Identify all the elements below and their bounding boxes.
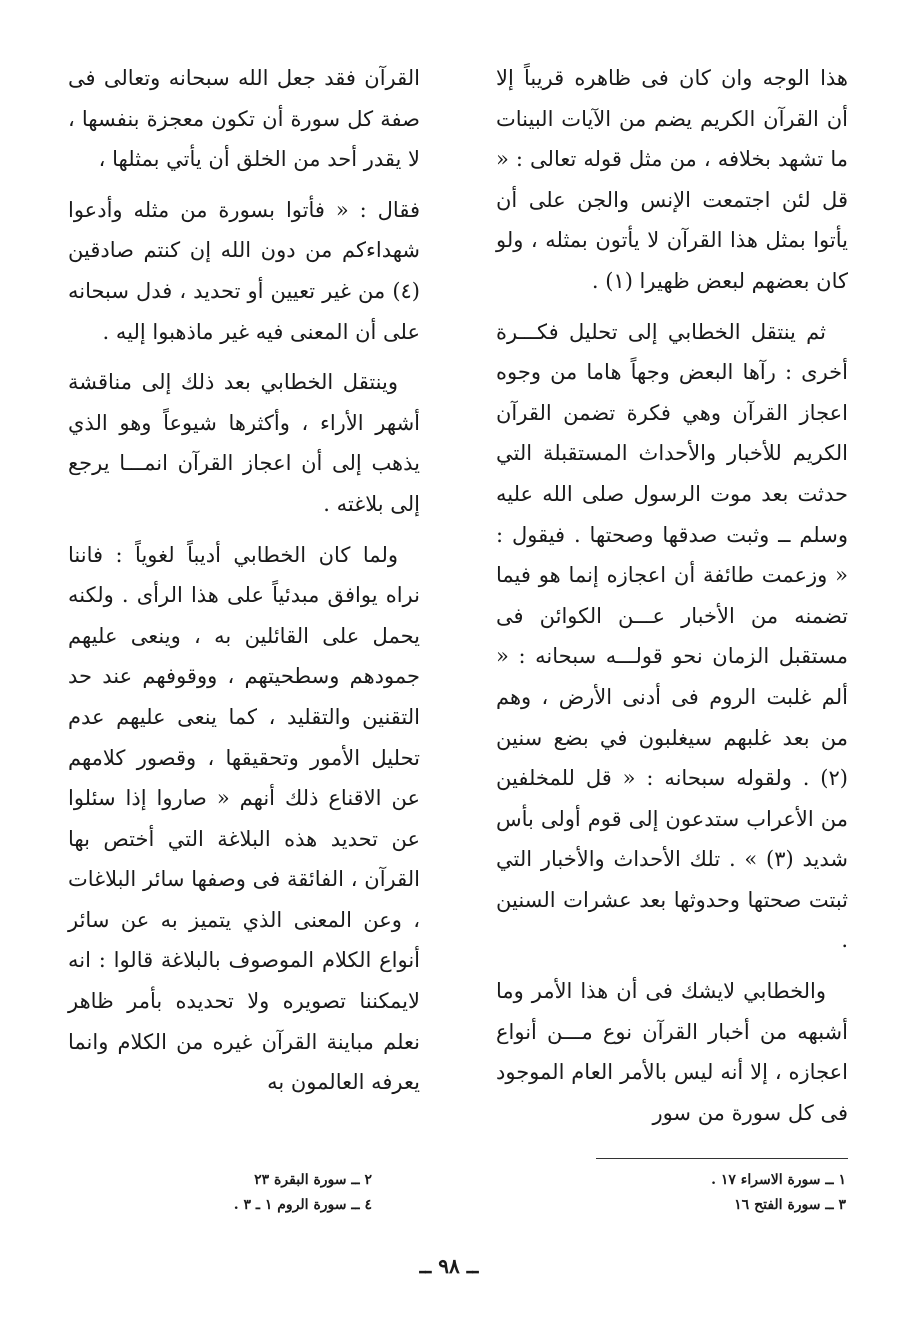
footnote: ٤ ــ سورة الروم ١ ـ ٣ . [233, 1197, 372, 1213]
paragraph: هذا الوجه وان كان فى ظاهره قريباً إلا أن القرآن الكريم يضم من الآيات البينات ما تشهد بخلافه ، من مثل قوله تعالى : « قل لئن اجتمعت الإنس والجن على أن يأتوا بمثل هذا القرآن لا يأتون بمثله ، ولو كان بعضهم لبعض ظهيرا (١) . [496, 66, 848, 293]
footnote: ١ ــ سورة الاسراء ١٧ . [711, 1172, 846, 1188]
paragraph: فقال : « فأتوا بسورة من مثله وأدعوا شهداءكم من دون الله إن كنتم صادقين (٤) من غير تعيين أو تحديد ، فدل سبحانه على أن المعنى فيه غير ماذهبوا إليه . [68, 197, 420, 344]
footnote: ٣ ــ سورة الفتح ١٦ [734, 1197, 846, 1213]
paragraph: ثم ينتقل الخطابي إلى تحليل فكـــرة أخرى : رآها البعض وجهاً هاما من وجوه اعجاز القرآن وهي فكرة تضمن القرآن الكريم للأخبار والأحداث المستقبلة التي حدثت بعد موت الرسول صلى الله عليه وسلم ــ وثبت صدقها وصحتها . فيقول : « وزعمت طائفة أن اعجازه إنما هو فيما تضمنه من الأخبار عـــن الكوائن فى مستقبل الزمان نحو قولـــه سبحانه : « ألم غلبت الروم فى أدنى الأرض ، وهم من بعد غلبهم سيغلبون في بضع سنين (٢) . ولقوله سبحانه : « قل للمخلفين من الأعراب ستدعون إلى قوم أولى بأس شديد (٣) » . تلك الأحداث والأخبار التي ثبتت صحتها وحدوثها بعد عشرات السنين . [496, 319, 848, 953]
paragraph: ولما كان الخطابي أديباً لغوياً : فاننا نراه يوافق مبدئياً على هذا الرأى . ولكنه يحمل على القائلين به ، وينعى عليهم جمودهم وسطحيتهم ، ووقوفهم عند حد التقنين والتقليد ، كما ينعى عليهم عدم تحليل الأمور وتحقيقها ، وقصور كلامهم عن الاقناع ذلك أنهم « صاروا إذا سئلوا عن تحديد هذه البلاغة التي أختص بها القرآن ، الفائقة فى وصفها سائر البلاغات ، وعن المعنى الذي يتميز به عن سائر أنواع الكلام الموصوف بالبلاغة قالوا : انه لايمكننا تصويره ولا تحديده بأمر ظاهر نعلم مباينة القرآن غيره من الكلام وانما يعرفه العالمون به [68, 542, 420, 1095]
paragraph: والخطابي لايشك فى أن هذا الأمر وما أشبهه من أخبار القرآن نوع مـــن أنواع اعجازه ، إلا أنه ليس بالأمر العام الموجود فى كل سورة من سور [496, 979, 848, 1125]
footnotes-right [540, 1168, 846, 1218]
left-column [68, 58, 420, 1113]
paragraph: القرآن فقد جعل الله سبحانه وتعالى فى صفة كل سورة أن تكون معجزة بنفسها ، لا يقدر أحد من الخلق أن يأتي بمثلها ، [68, 66, 420, 172]
footnotes-left [110, 1168, 372, 1218]
paragraph: وينتقل الخطابي بعد ذلك إلى مناقشة أشهر الأراء ، وأكثرها شيوعاً وهو الذي يذهب إلى أن اعجاز القرآن انمـــا يرجع إلى بلاغته . [68, 370, 420, 516]
footnote-divider [596, 1158, 848, 1159]
footnote: ٢ ــ سورة البقرة ٢٣ [254, 1172, 372, 1188]
right-column [496, 58, 848, 1143]
page-number: ــ ٩٨ ــ [419, 1254, 479, 1278]
